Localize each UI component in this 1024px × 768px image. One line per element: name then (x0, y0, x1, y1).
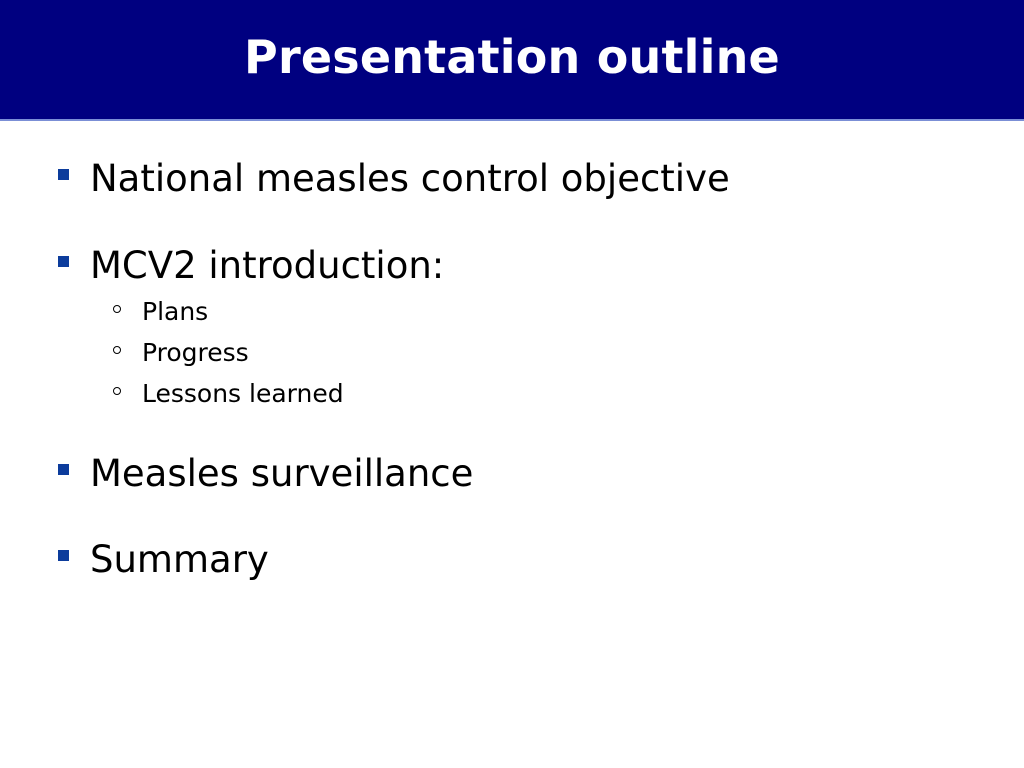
square-bullet-icon (58, 550, 69, 561)
sub-bullet-text: Plans (142, 297, 209, 326)
square-bullet-icon (58, 169, 69, 180)
bullet-text: MCV2 introduction: (90, 244, 445, 287)
bullet-text: Measles surveillance (90, 452, 474, 495)
sub-bullet-text: Lessons learned (142, 379, 344, 408)
square-bullet-icon (58, 464, 69, 475)
bullet-text: National measles control objective (90, 157, 730, 200)
slide-title: Presentation outline (244, 29, 780, 84)
sub-bullet-text: Progress (142, 338, 249, 367)
title-bar (0, 0, 1024, 121)
bullet-text: Summary (90, 538, 269, 581)
circle-bullet-icon (113, 387, 121, 395)
square-bullet-icon (58, 256, 69, 267)
circle-bullet-icon (113, 346, 121, 354)
circle-bullet-icon (113, 305, 121, 313)
